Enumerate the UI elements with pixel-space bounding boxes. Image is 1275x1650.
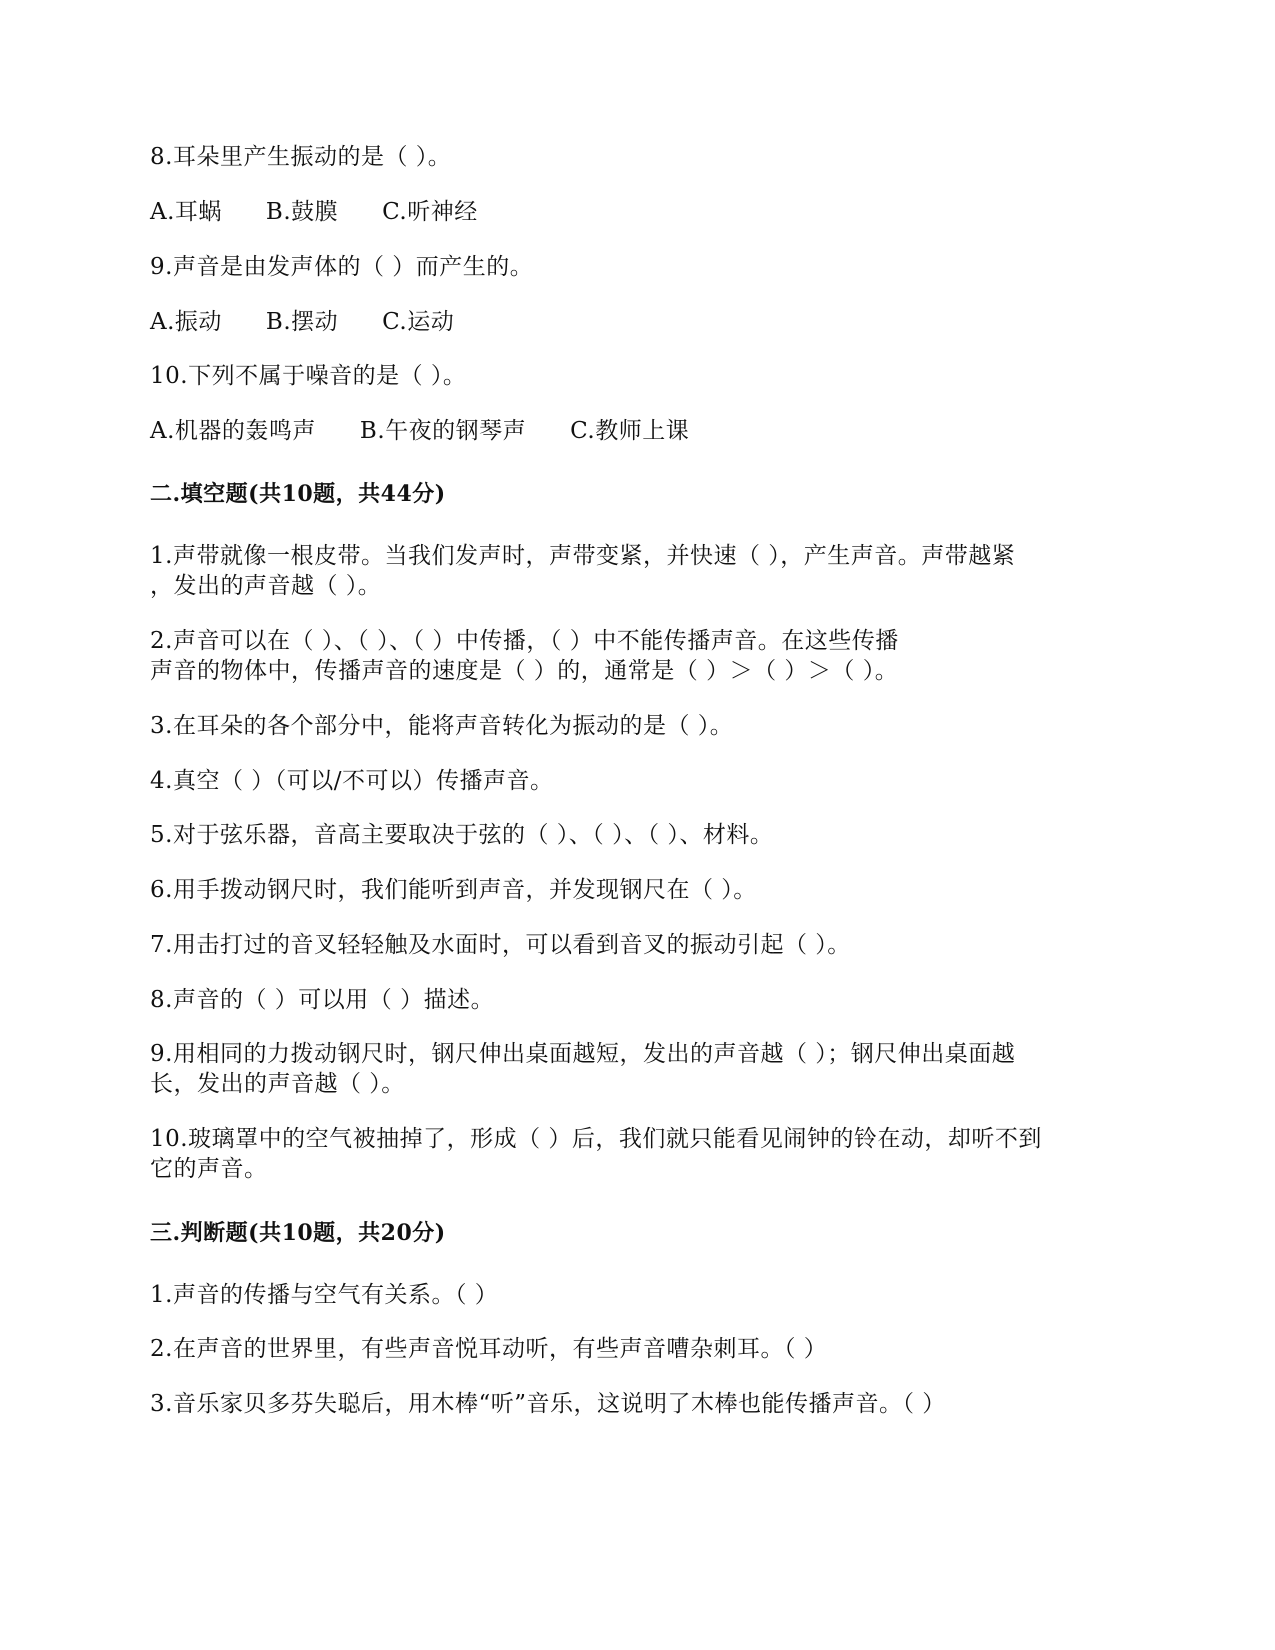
option: B.鼓膜: [265, 199, 339, 225]
option: A.耳蜗: [150, 199, 222, 225]
option: C.教师上课: [570, 418, 690, 444]
question-text: 8.声音的（ ）可以用（ ）描述。: [150, 987, 495, 1013]
section-heading: 三.判断题(共10题，共20分): [150, 1220, 446, 1246]
question-text: 长，发出的声音越（ ）。: [150, 1071, 405, 1097]
option: A.机器的轰鸣声: [150, 418, 316, 444]
options-row: [150, 197, 1130, 227]
question-text: 它的声音。: [150, 1156, 268, 1182]
option: C.听神经: [382, 199, 478, 225]
option: A.振动: [150, 309, 222, 335]
question-text: 10.玻璃罩中的空气被抽掉了，形成（ ）后，我们就只能看见闹钟的铃在动，却听不到: [150, 1126, 1042, 1152]
options-row: [150, 307, 1130, 337]
question-text: 6.用手拨动钢尺时，我们能听到声音，并发现钢尺在（ ）。: [150, 877, 757, 903]
question-text: ，发出的声音越（ ）。: [150, 573, 382, 599]
option: C.运动: [382, 309, 455, 335]
question-text: 9.用相同的力拨动钢尺时，钢尺伸出桌面越短，发出的声音越（ ）；钢尺伸出桌面越: [150, 1041, 1016, 1067]
options-row: [150, 416, 1130, 446]
question-text: 7.用击打过的音叉轻轻触及水面时，可以看到音叉的振动引起（ ）。: [150, 932, 851, 958]
option: B.午夜的钢琴声: [359, 418, 527, 444]
question-text: 4.真空（ ）（可以/不可以）传播声音。: [150, 768, 554, 794]
question-text: 8.耳朵里产生振动的是（ ）。: [150, 144, 452, 170]
question-text: 3.在耳朵的各个部分中，能将声音转化为振动的是（ ）。: [150, 713, 734, 739]
question-text: 2.声音可以在（ ）、（ ）、（ ）中传播，（ ）中不能传播声音。在这些传播: [150, 628, 899, 654]
section-heading: 二.填空题(共10题，共44分): [150, 481, 446, 507]
option: B.摆动: [265, 309, 339, 335]
question-text: 9.声音是由发声体的（ ）而产生的。: [150, 254, 534, 280]
question-text: 声音的物体中，传播声音的速度是（ ）的，通常是（ ）＞（ ）＞（ ）。: [150, 658, 899, 684]
question-text: 2.在声音的世界里，有些声音悦耳动听，有些声音嘈杂刺耳。（ ）: [150, 1336, 828, 1362]
question-text: 1.声带就像一根皮带。当我们发声时，声带变紧，并快速（ ），产生声音。声带越紧: [150, 543, 1016, 569]
question-text: 5.对于弦乐器，音高主要取决于弦的（ ）、（ ）、（ ）、材料。: [150, 822, 774, 848]
question-text: 1.声音的传播与空气有关系。（ ）: [150, 1282, 499, 1308]
question-text: 10.下列不属于噪音的是（ ）。: [150, 363, 467, 389]
question-text: 3.音乐家贝多芬失聪后，用木棒“听”音乐，这说明了木棒也能传播声音。（ ）: [150, 1391, 946, 1417]
